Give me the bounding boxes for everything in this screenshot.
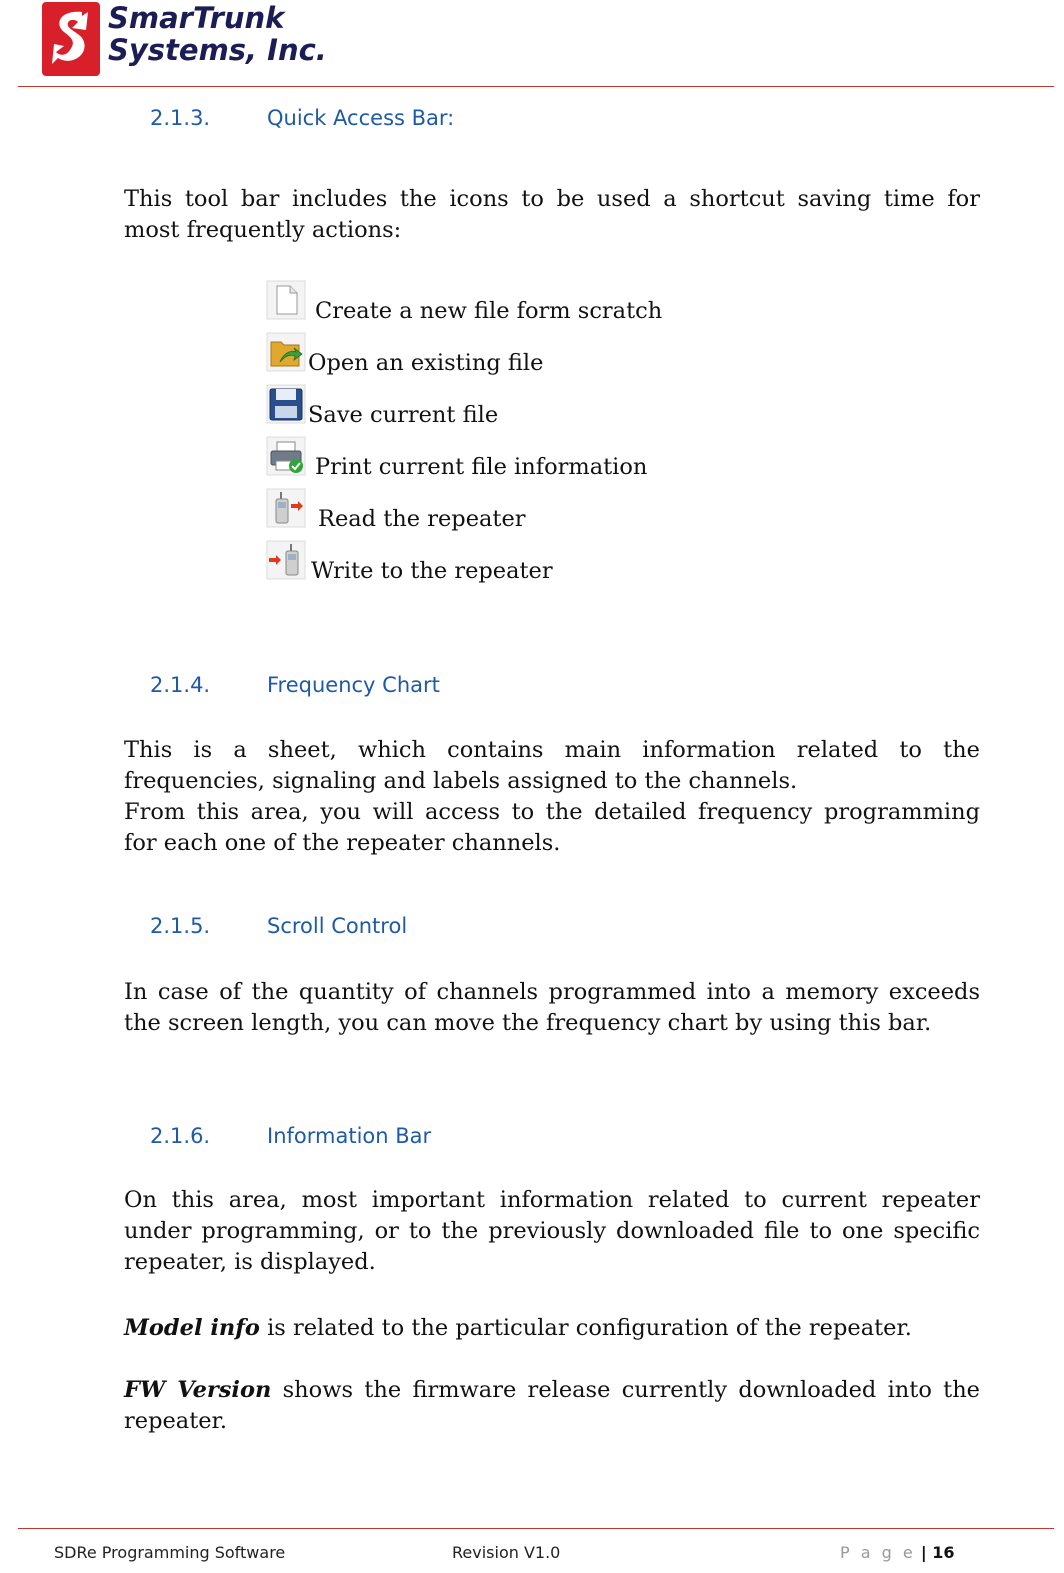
scroll-control-line-1 xyxy=(124,977,980,1008)
toolbar-item-label: Create a new file form scratch xyxy=(315,298,663,324)
smartrunk-logo-icon xyxy=(42,2,100,76)
company-logo xyxy=(42,2,342,78)
paragraph-line: frequencies, signaling and labels assigned to the channels. xyxy=(124,768,798,794)
paragraph-line: repeater. xyxy=(124,1408,227,1434)
fw-version-text: shows the firmware release currently downloaded into the xyxy=(271,1377,981,1403)
toolbar-item-read xyxy=(266,488,866,540)
model-info-paragraph xyxy=(124,1313,980,1344)
paragraph-line: On this area, most important information related to current repeater xyxy=(124,1187,980,1213)
frequency-chart-line-1 xyxy=(124,735,980,766)
toolbar-item-label: Read the repeater xyxy=(318,506,526,532)
open-folder-icon xyxy=(266,332,306,372)
footer-divider xyxy=(18,1528,1054,1529)
logo-line-2: Systems, Inc. xyxy=(108,33,327,67)
quick-access-intro-cont xyxy=(124,215,980,246)
section-number: 2.1.6. xyxy=(150,1124,211,1148)
toolbar-icon-list xyxy=(266,280,866,592)
section-title: Information Bar xyxy=(267,1124,432,1148)
paragraph-line: the screen length, you can move the frequency chart by using this bar. xyxy=(124,1010,932,1036)
paragraph-line: This is a sheet, which contains main information related to the xyxy=(124,737,980,763)
frequency-chart-line-2 xyxy=(124,766,980,797)
toolbar-item-label: Open an existing file xyxy=(308,350,544,376)
toolbar-item-label: Print current file information xyxy=(315,454,648,480)
paragraph-line: for each one of the repeater channels. xyxy=(124,830,561,856)
printer-icon xyxy=(266,436,306,476)
toolbar-item-label: Write to the repeater xyxy=(311,558,553,584)
write-repeater-icon xyxy=(266,540,306,580)
section-title: Quick Access Bar: xyxy=(267,106,455,130)
paragraph-line: under programming, or to the previously downloaded file to one specific xyxy=(124,1218,980,1244)
information-bar-line-3 xyxy=(124,1247,980,1278)
footer-page-number: | 16 xyxy=(920,1543,955,1562)
toolbar-item-print xyxy=(266,436,866,488)
footer-page-label: P a g e xyxy=(840,1543,916,1562)
section-heading-information-bar xyxy=(150,1124,431,1148)
paragraph-line xyxy=(124,1375,980,1406)
section-heading-frequency-chart xyxy=(150,673,440,697)
section-number: 2.1.4. xyxy=(150,673,211,697)
read-repeater-icon xyxy=(266,488,306,528)
paragraph-line: This tool bar includes the icons to be used a shortcut saving time for xyxy=(124,186,980,212)
information-bar-line-1 xyxy=(124,1185,980,1216)
footer-page xyxy=(840,1543,955,1562)
paragraph-line: most frequently actions: xyxy=(124,217,402,243)
fw-version-paragraph xyxy=(124,1375,980,1406)
toolbar-item-save xyxy=(266,384,866,436)
section-title: Frequency Chart xyxy=(267,673,440,697)
fw-version-paragraph-cont xyxy=(124,1406,980,1437)
section-title: Scroll Control xyxy=(267,914,408,938)
model-info-term: Model info xyxy=(124,1315,260,1341)
scroll-control-line-2 xyxy=(124,1008,980,1039)
footer-doc-name: SDRe Programming Software xyxy=(54,1543,286,1562)
quick-access-intro xyxy=(124,184,980,215)
frequency-chart-line-4 xyxy=(124,828,980,859)
paragraph-line: repeater, is displayed. xyxy=(124,1249,376,1275)
paragraph-line: In case of the quantity of channels programmed into a memory exceeds xyxy=(124,979,980,1005)
header-divider xyxy=(18,86,1054,87)
section-heading-scroll-control xyxy=(150,914,407,938)
toolbar-item-write xyxy=(266,540,866,592)
toolbar-item-open xyxy=(266,332,866,384)
logo-wordmark xyxy=(108,2,327,66)
information-bar-line-2 xyxy=(124,1216,980,1247)
save-floppy-icon xyxy=(266,384,306,424)
footer-revision: Revision V1.0 xyxy=(452,1543,561,1562)
toolbar-item-new xyxy=(266,280,866,332)
section-number: 2.1.5. xyxy=(150,914,211,938)
logo-line-1: SmarTrunk xyxy=(108,1,285,35)
new-file-icon xyxy=(266,280,306,320)
toolbar-item-label: Save current file xyxy=(308,402,499,428)
model-info-text: is related to the particular configuration of the repeater. xyxy=(259,1315,912,1341)
paragraph-line: From this area, you will access to the detailed frequency programming xyxy=(124,799,980,825)
frequency-chart-line-3 xyxy=(124,797,980,828)
fw-version-term: FW Version xyxy=(124,1377,272,1403)
section-number: 2.1.3. xyxy=(150,106,211,130)
section-heading-quick-access xyxy=(150,106,454,130)
